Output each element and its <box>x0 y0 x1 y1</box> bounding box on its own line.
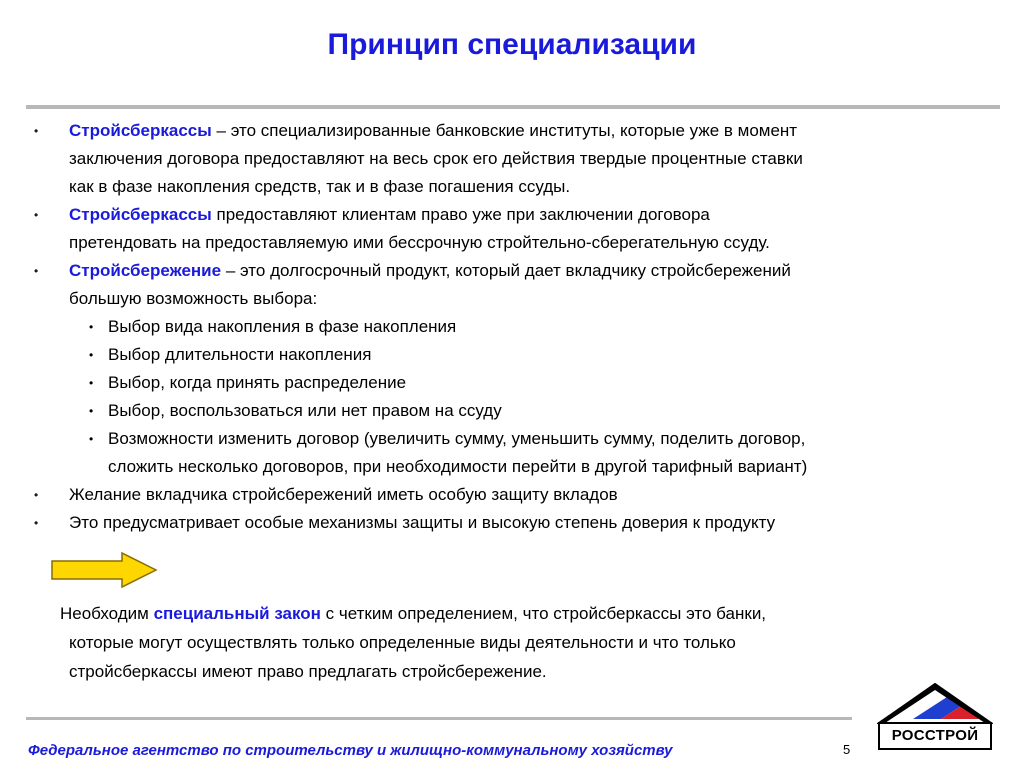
note-text: стройсберкассы имеют право предлагать стройсбережение. <box>69 662 547 681</box>
bullet-item <box>28 481 988 509</box>
sub-bullet-text: Выбор, когда принять распределение <box>108 373 407 392</box>
content-body <box>28 117 988 537</box>
bullet-text: – это долгосрочный продукт, который дает вкладчику стройсбережений <box>221 261 791 280</box>
bullet-dot-icon: • <box>89 404 94 418</box>
sub-bullet-item <box>28 425 988 481</box>
bullet-dot-icon: • <box>34 488 39 502</box>
bullet-dot-icon: • <box>89 432 94 446</box>
bullet-dot-icon: • <box>34 264 39 278</box>
note-text: Необходим <box>60 604 154 623</box>
bullet-dot-icon: • <box>89 348 94 362</box>
bullet-text: Это предусматривает особые механизмы защиты и высокую степень доверия к продукту <box>69 513 776 532</box>
footer-agency: Федеральное агентство по строительству и жилищно-коммунальному хозяйству <box>28 742 673 759</box>
note-text: которые могут осуществлять только определенные виды деятельности и что только <box>69 633 736 652</box>
sub-bullet-item <box>28 313 988 341</box>
bullet-term: Стройсберкассы <box>69 205 212 224</box>
note-highlight: специальный закон <box>153 604 321 623</box>
bullet-item <box>28 117 988 201</box>
bullet-text: Желание вкладчика стройсбережений иметь особую защиту вкладов <box>69 485 618 504</box>
note-text: с четким определением, что стройсберкассы это банки, <box>320 604 767 623</box>
bullet-item <box>28 509 988 537</box>
sub-bullet-item <box>28 341 988 369</box>
sub-bullet-text: Возможности изменить договор (увеличить сумму, уменьшить сумму, поделить договор, <box>108 429 806 448</box>
bullet-item <box>28 201 988 257</box>
logo-text: РОССТРОЙ <box>891 727 979 744</box>
page-title: Принцип специализации <box>327 28 697 61</box>
bullet-item <box>28 257 988 313</box>
bullet-text: предоставляют клиентам право уже при заключении договора <box>211 205 710 224</box>
bullet-dot-icon: • <box>34 124 39 138</box>
bullet-dot-icon: • <box>34 208 39 222</box>
conclusion-note <box>60 599 920 686</box>
bullet-dot-icon: • <box>34 516 39 530</box>
sub-bullet-text: Выбор вида накопления в фазе накопления <box>108 317 457 336</box>
right-arrow-icon <box>50 552 160 588</box>
sub-bullet-item <box>28 369 988 397</box>
bullet-dot-icon: • <box>89 320 94 334</box>
sub-bullet-text: Выбор длительности накопления <box>108 345 372 364</box>
bullet-text: как в фазе накопления средств, так и в фазе погашения ссуды. <box>69 177 571 196</box>
bullet-term: Стройсбережение <box>69 261 222 280</box>
sub-bullet-text: сложить несколько договоров, при необходимости перейти в другой тарифный вариант) <box>108 457 808 476</box>
top-divider <box>26 105 1000 109</box>
bullet-text: претендовать на предоставляемую ими бессрочную стройтельно-сберегательную ссуду. <box>69 233 770 252</box>
page-number: 5 <box>843 742 851 757</box>
bullet-dot-icon: • <box>89 376 94 390</box>
bullet-text: – это специализированные банковские институты, которые уже в момент <box>211 121 798 140</box>
sub-bullet-text: Выбор, воспользоваться или нет правом на ссуду <box>108 401 502 420</box>
bullet-text: заключения договора предоставляют на весь срок его действия твердые процентные ставки <box>69 149 803 168</box>
sub-bullet-item <box>28 397 988 425</box>
bullet-text: большую возможность выбора: <box>69 289 318 308</box>
bottom-divider <box>26 717 852 720</box>
bullet-term: Стройсберкассы <box>69 121 212 140</box>
